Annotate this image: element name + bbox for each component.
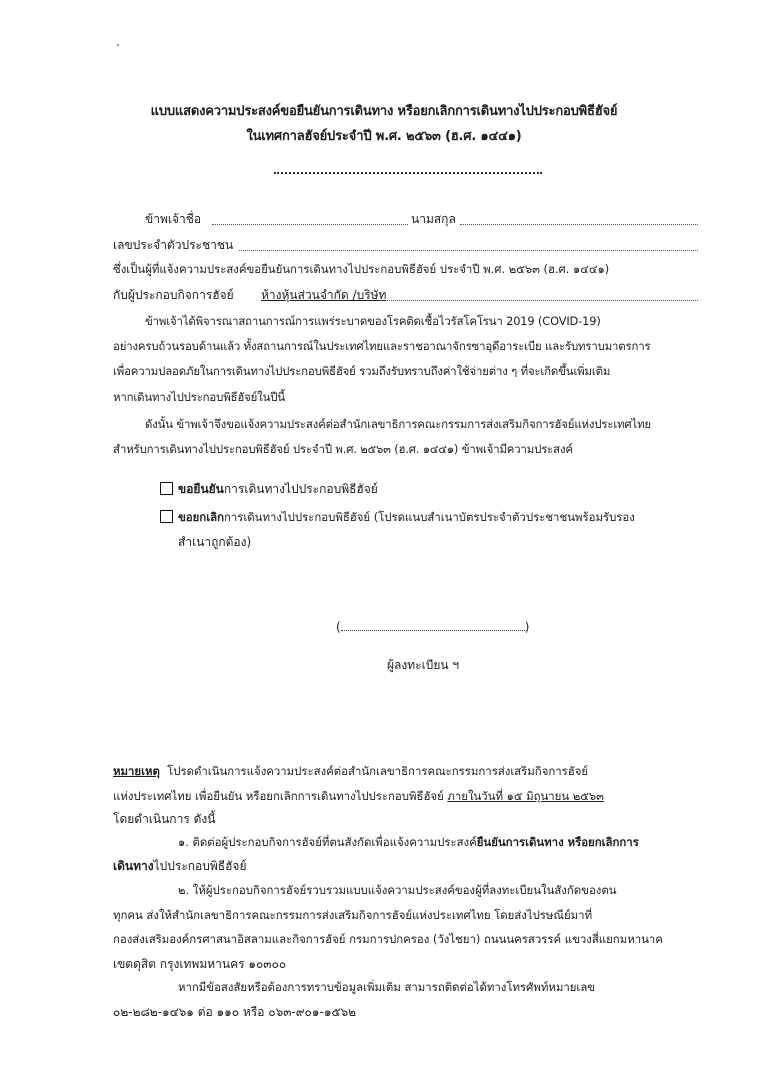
note-item-2-line-4: เขตดุสิต กรุงเทพมหานคร ๑๐๓๐๐ [113, 957, 287, 971]
consideration-line-4: หากเดินทางไปประกอบพิธีฮัจย์ในปีนี้ [113, 390, 285, 404]
scan-speck [117, 44, 119, 46]
confirm-label: การเดินทางไปประกอบพิธีฮัจย์ [223, 482, 378, 496]
surname-label: นามสกุล [411, 212, 456, 226]
id-field[interactable] [239, 238, 698, 251]
option-cancel[interactable] [160, 509, 635, 527]
intent-line-1: ดังนั้น ข้าพเจ้าจึงขอแจ้งความประสงค์ต่อสำนักเลขาธิการคณะกรรมการส่งเสริมกิจการฮัจย์แห่งประเทศไทย [145, 417, 651, 431]
note-item-2-line-1: ๒. ให้ผู้ประกอบกิจการฮัจย์รวบรวมแบบแจ้งความประสงค์ของผู้ที่ลงทะเบียนในสังกัดของตน [178, 883, 617, 897]
cancel-label-cont: สำเนาถูกต้อง) [178, 535, 252, 549]
note-line-3: โดยดำเนินการ ดังนี้ [113, 812, 216, 826]
confirm-label-bold: ขอยืนยัน [178, 482, 224, 496]
option-confirm[interactable] [160, 480, 378, 499]
note-item-1-text: ๑. ติดต่อผู้ประกอบกิจการฮัจย์ที่ตนสังกัดเพื่อแจ้งความประสงค์ [178, 835, 477, 849]
note-item-1-bold-2: เดินทาง [113, 859, 154, 873]
note-line-1 [113, 763, 588, 781]
consideration-line-2: อย่างครบถ้วนรอบด้านแล้ว ทั้งสถานการณ์ในประเทศไทยและราชอาณาจักรซาอุดีอาระเบีย และรับทราบมาตรการ [113, 339, 651, 353]
note-item-1-rest: ไปประกอบพิธีฮัจย์ [153, 859, 247, 873]
signature-field[interactable] [341, 620, 525, 631]
title-dotted-line [274, 168, 542, 174]
sig-close: ) [524, 620, 530, 634]
note-item-2-line-2: ทุกคน ส่งให้สำนักเลขาธิการคณะกรรมการส่งเสริมกิจการฮัจย์แห่งประเทศไทย โดยส่งไปรษณีย์มาที่ [113, 908, 593, 922]
consideration-line-3: เพื่อความปลอดภัยในการเดินทางไปประกอบพิธีฮัจย์ รวมถึงรับทราบถึงค่าใช้จ่ายต่าง ๆ ที่จะเกิดขึ้นเพิ่มเติม [113, 364, 611, 378]
signature-caption: ผู้ลงทะเบียน ฯ [387, 658, 460, 672]
signature-line[interactable] [336, 620, 529, 634]
cancel-label-bold: ขอยกเลิก [178, 510, 224, 524]
name-field[interactable] [212, 212, 408, 225]
cancel-label: การเดินทางไปประกอบพิธีฮัจย์ (โปรดแนบสำเนาบัตรประจำตัวประชาชนพร้อมรับรอง [223, 510, 635, 524]
note-line-2 [113, 788, 604, 806]
surname-field[interactable] [460, 212, 698, 225]
note-text-1: โปรดดำเนินการแจ้งความประสงค์ต่อสำนักเลขาธิการคณะกรรมการส่งเสริมกิจการฮัจย์ [167, 764, 589, 778]
note-text-2: แห่งประเทศไทย เพื่อยืนยัน หรือยกเลิกการเดินทางไปประกอบพิธีฮัจย์ [113, 789, 444, 803]
id-label: เลขประจำตัวประชาชน [113, 238, 234, 252]
form-title: แบบแสดงความประสงค์ขอยืนยันการเดินทาง หรือยกเลิกการเดินทางไปประกอบพิธีฮัจย์ [150, 104, 618, 119]
contact-line-2: ๐๒-๒๘๒-๑๔๖๑ ต่อ ๑๑๐ หรือ ๐๖๓-๙๐๑-๑๕๖๒ [113, 1005, 357, 1019]
operator-type: ห้างหุ้นส่วนจำกัด /บริษัท [261, 288, 387, 302]
name-label: ข้าพเจ้าชื่อ [145, 212, 202, 226]
note-label: หมายเหตุ [113, 764, 160, 778]
consideration-line-1: ข้าพเจ้าได้พิจารณาสถานการณ์การแพร่ระบาดของโรคติดเชื้อไวรัสโคโรนา 2019 (COVID-19) [145, 314, 601, 328]
confirm-checkbox[interactable] [160, 482, 173, 495]
note-item-1-bold: ยืนยันการเดินทาง หรือยกเลิกการ [476, 835, 639, 849]
intent-line-2: สำหรับการเดินทางไปประกอบพิธีฮัจย์ ประจำปี พ.ศ. ๒๕๖๓ (ฮ.ศ. ๑๔๔๑) ข้าพเจ้ามีความประสงค์ [113, 442, 573, 456]
operator-field[interactable] [380, 288, 698, 301]
note-deadline: ภายในวันที่ ๑๕ มิถุนายน ๒๕๖๓ [447, 789, 604, 803]
operator-label: กับผู้ประกอบกิจการฮัจย์ [113, 288, 234, 302]
form-subtitle: ในเทศกาลฮัจย์ประจำปี พ.ศ. ๒๕๖๓ (ฮ.ศ. ๑๔๔๑) [246, 129, 522, 144]
cancel-checkbox[interactable] [160, 510, 173, 523]
note-item-2-line-3: กองส่งเสริมองค์กรศาสนาอิสลามและกิจการฮัจย์ กรมการปกครอง (วังไชยา) ถนนนครสวรรค์ แขวงสี่แยกมหานาค [113, 932, 663, 946]
statement-line: ซึ่งเป็นผู้ที่แจ้งความประสงค์ขอยืนยันการเดินทางไปประกอบพิธีฮัจย์ ประจำปี พ.ศ. ๒๕๖๓ (ฮ.ศ. ๑๔๔๑) [113, 262, 610, 276]
contact-line-1: หากมีข้อสงสัยหรือต้องการทราบข้อมูลเพิ่มเติม สามารถติดต่อได้ทางโทรศัพท์หมายเลข [178, 980, 596, 994]
note-item-1 [178, 834, 639, 852]
sig-open: ( [336, 620, 341, 634]
note-item-1-cont [113, 857, 246, 876]
